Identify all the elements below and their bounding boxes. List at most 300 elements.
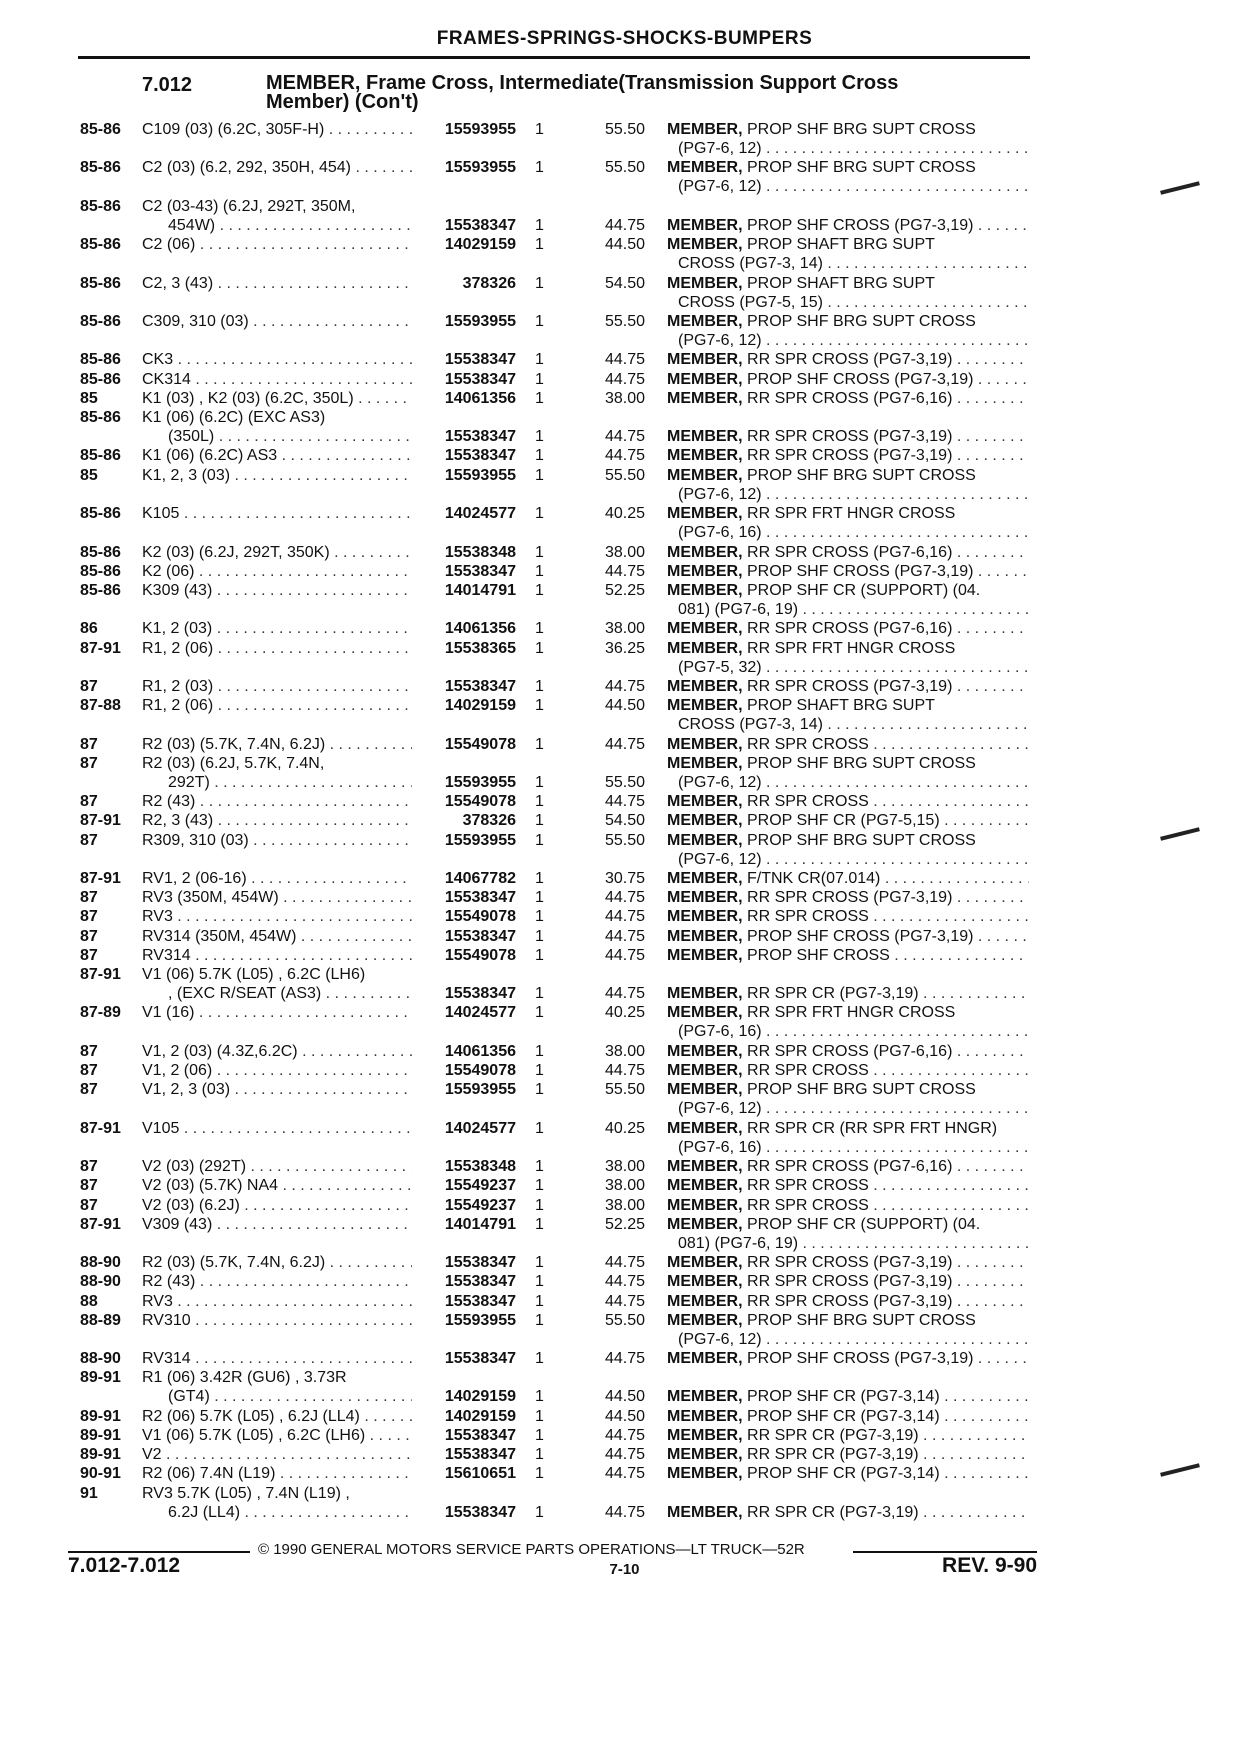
table-row (0, 1426, 1249, 1445)
part-description (667, 350, 1029, 369)
model-year: 87-89 (80, 1004, 121, 1021)
quantity: 1 (535, 620, 544, 637)
part-description (667, 754, 1029, 773)
part-description-cont: (PG7-6, 12) . . . (678, 177, 1029, 196)
model-code: K309 (43) . . . (142, 581, 412, 600)
description-text: RR SPR FRT HNGR CROSS (742, 640, 956, 657)
table-row (0, 696, 1249, 734)
quantity: 1 (535, 1004, 544, 1021)
model-code: RV1, 2 (06-16) . . . (142, 869, 412, 888)
model-year: 89-91 (80, 1446, 121, 1463)
part-description (667, 792, 1029, 811)
model-year: 87 (80, 736, 98, 753)
table-row (0, 370, 1249, 389)
table-row (0, 543, 1249, 562)
model-year: 87 (80, 889, 98, 906)
description-lead: MEMBER, (667, 620, 743, 637)
description-text: PROP SHF CR (PG7-3,14) (742, 1408, 940, 1425)
part-number: 15538347 (444, 351, 516, 368)
table-row (0, 1484, 1249, 1522)
model-year: 87 (80, 755, 98, 772)
quantity: 1 (535, 390, 544, 407)
description-lead: MEMBER, (667, 1004, 743, 1021)
part-description (667, 427, 1029, 446)
quantity: 1 (535, 812, 544, 829)
model-code: K1 (06) (6.2C) (EXC AS3) (142, 409, 326, 426)
description-text: PROP SHF BRG SUPT CROSS (742, 832, 976, 849)
description-lead: MEMBER, (667, 640, 743, 657)
table-row (0, 754, 1249, 792)
model-year: 90-91 (80, 1465, 121, 1482)
table-row (0, 869, 1249, 888)
part-description-cont: (PG7-6, 12) . . . (678, 1099, 1029, 1118)
table-row (0, 1253, 1249, 1272)
description-text: PROP SHF CR (PG7-3,14) (742, 1388, 940, 1405)
model-year: 89-91 (80, 1408, 121, 1425)
description-text: RR SPR CR (PG7-3,19) (742, 985, 919, 1002)
table-row (0, 1119, 1249, 1157)
description-lead: MEMBER, (667, 313, 743, 330)
unit-price: 44.75 (604, 908, 645, 925)
part-number: 15538348 (444, 544, 516, 561)
part-number: 14061356 (444, 390, 516, 407)
quantity: 1 (535, 544, 544, 561)
description-lead: MEMBER, (667, 870, 743, 887)
part-number: 15538347 (444, 1350, 516, 1367)
quantity: 1 (535, 928, 544, 945)
part-number: 15593955 (444, 467, 516, 484)
model-code: R2 (43) . . . (142, 792, 412, 811)
unit-price: 38.00 (604, 390, 645, 407)
footer-revision: REV. 9-90 (942, 1554, 1037, 1577)
quantity: 1 (535, 582, 544, 599)
part-number: 14024577 (444, 1004, 516, 1021)
part-description (667, 888, 1029, 907)
model-code: V1, 2, 3 (03) . . . (142, 1080, 412, 1099)
table-row (0, 1445, 1249, 1464)
quantity: 1 (535, 505, 544, 522)
unit-price: 54.50 (604, 812, 645, 829)
model-code: C2 (03) (6.2, 292, 350H, 454) . . . (142, 158, 412, 177)
part-number: 14067782 (444, 870, 516, 887)
model-year: 85-86 (80, 159, 121, 176)
unit-price: 55.50 (604, 832, 645, 849)
model-code: C2, 3 (43) . . . (142, 274, 412, 293)
description-text: PROP SHF BRG SUPT CROSS (742, 1081, 976, 1098)
part-description (667, 1042, 1029, 1061)
model-code: R2 (06) 7.4N (L19) . . . (142, 1464, 412, 1483)
quantity: 1 (535, 1081, 544, 1098)
unit-price: 52.25 (604, 1216, 645, 1233)
description-text: RR SPR CROSS (PG7-3,19) (742, 1293, 953, 1310)
model-year: 87 (80, 1197, 98, 1214)
unit-price: 44.75 (604, 447, 645, 464)
description-text: RR SPR CROSS (PG7-6,16) (742, 620, 953, 637)
description-lead: MEMBER, (667, 563, 743, 580)
quantity: 1 (535, 217, 544, 234)
part-number: 14029159 (444, 697, 516, 714)
part-number: 15538347 (444, 217, 516, 234)
description-lead: MEMBER, (667, 217, 743, 234)
table-row (0, 831, 1249, 869)
description-text: PROP SHF CR (PG7-3,14) (742, 1465, 940, 1482)
quantity: 1 (535, 1043, 544, 1060)
part-number: 14029159 (444, 1408, 516, 1425)
quantity: 1 (535, 889, 544, 906)
part-description-cont: (PG7-6, 16) . . . (678, 1138, 1029, 1157)
description-text: RR SPR CR (PG7-3,19) (742, 1446, 919, 1463)
table-row (0, 792, 1249, 811)
model-code: CK3 . . . (142, 350, 412, 369)
unit-price: 38.00 (604, 1177, 645, 1194)
model-year: 87 (80, 832, 98, 849)
model-code-cont: , (EXC R/SEAT (AS3) . . . (168, 984, 412, 1003)
part-number: 15538365 (444, 640, 516, 657)
model-year: 87 (80, 1043, 98, 1060)
table-row (0, 619, 1249, 638)
unit-price: 44.75 (604, 1350, 645, 1367)
model-code: RV314 . . . (142, 946, 412, 965)
description-lead: MEMBER, (667, 755, 743, 772)
description-text: RR SPR CROSS (PG7-6,16) (742, 1043, 953, 1060)
quantity: 1 (535, 563, 544, 580)
unit-price: 55.50 (604, 121, 645, 138)
model-year: 89-91 (80, 1427, 121, 1444)
section-number: 7.012 (142, 74, 193, 96)
unit-price: 44.75 (604, 678, 645, 695)
part-description (667, 1196, 1029, 1215)
part-description (667, 466, 1029, 485)
part-number: 15549078 (444, 1062, 516, 1079)
part-number: 15538347 (444, 1446, 516, 1463)
model-code: V1 (16) . . . (142, 1003, 412, 1022)
table-row (0, 946, 1249, 965)
description-text: RR SPR CROSS (PG7-3,19) (742, 447, 953, 464)
part-number: 15549237 (444, 1177, 516, 1194)
description-text: RR SPR FRT HNGR CROSS (742, 505, 956, 522)
model-code: K1 (06) (6.2C) AS3 . . . (142, 446, 412, 465)
part-description (667, 1503, 1029, 1522)
model-code: V309 (43) . . . (142, 1215, 412, 1234)
table-row (0, 639, 1249, 677)
description-text: RR SPR CROSS (PG7-3,19) (742, 1273, 953, 1290)
description-lead: MEMBER, (667, 505, 743, 522)
model-year: 87 (80, 793, 98, 810)
description-lead: MEMBER, (667, 390, 743, 407)
unit-price: 44.75 (604, 1504, 645, 1521)
part-description-cont: (PG7-6, 12) . . . (678, 331, 1029, 350)
description-lead: MEMBER, (667, 812, 743, 829)
description-lead: MEMBER, (667, 582, 743, 599)
unit-price: 44.75 (604, 1427, 645, 1444)
table-row (0, 446, 1249, 465)
header-rule (78, 56, 1030, 59)
model-code: RV3 . . . (142, 1292, 412, 1311)
table-row (0, 888, 1249, 907)
model-code: RV3 (350M, 454W) . . . (142, 888, 412, 907)
description-text: PROP SHF BRG SUPT CROSS (742, 755, 976, 772)
table-row (0, 197, 1249, 235)
unit-price: 44.75 (604, 1273, 645, 1290)
model-year: 87 (80, 947, 98, 964)
description-text: RR SPR CROSS (PG7-3,19) (742, 1254, 953, 1271)
unit-price: 55.50 (604, 467, 645, 484)
part-number: 378326 (462, 275, 516, 292)
description-text: RR SPR CROSS (742, 793, 869, 810)
model-code: R309, 310 (03) . . . (142, 831, 412, 850)
table-row (0, 158, 1249, 196)
part-description (667, 543, 1029, 562)
description-lead: MEMBER, (667, 1120, 743, 1137)
table-row (0, 235, 1249, 273)
part-number: 15538347 (444, 371, 516, 388)
model-year: 87 (80, 908, 98, 925)
description-text: RR SPR CR (PG7-3,19) (742, 1504, 919, 1521)
description-text: PROP SHF CROSS (PG7-3,19) (742, 217, 974, 234)
part-description (667, 984, 1029, 1003)
model-code: V1 (06) 5.7K (L05) , 6.2C (LH6) (142, 966, 366, 983)
quantity: 1 (535, 447, 544, 464)
quantity: 1 (535, 1158, 544, 1175)
description-lead: MEMBER, (667, 1408, 743, 1425)
description-lead: MEMBER, (667, 1062, 743, 1079)
part-number: 15593955 (444, 121, 516, 138)
table-row (0, 1003, 1249, 1041)
part-description (667, 1215, 1029, 1234)
quantity: 1 (535, 1408, 544, 1425)
part-description (667, 1311, 1029, 1330)
description-lead: MEMBER, (667, 121, 743, 138)
part-number: 14014791 (444, 582, 516, 599)
unit-price: 38.00 (604, 1158, 645, 1175)
part-number: 15538347 (444, 428, 516, 445)
quantity: 1 (535, 1120, 544, 1137)
part-description-cont: (PG7-6, 16) . . . (678, 523, 1029, 542)
model-code-cont: 454W) . . . (168, 216, 412, 235)
model-code: K1, 2, 3 (03) . . . (142, 466, 412, 485)
model-year: 85-86 (80, 505, 121, 522)
part-number: 15549237 (444, 1197, 516, 1214)
table-row (0, 965, 1249, 1003)
model-code: V1, 2 (06) . . . (142, 1061, 412, 1080)
description-text: PROP SHF BRG SUPT CROSS (742, 467, 976, 484)
description-text: RR SPR CROSS (742, 1177, 869, 1194)
model-code: R1, 2 (06) . . . (142, 696, 412, 715)
table-row (0, 1272, 1249, 1291)
description-text: RR SPR CROSS (742, 908, 869, 925)
description-lead: MEMBER, (667, 1273, 743, 1290)
unit-price: 44.75 (604, 1293, 645, 1310)
part-description (667, 312, 1029, 331)
model-code: V1, 2 (03) (4.3Z,6.2C) . . . (142, 1042, 412, 1061)
model-code: V2 (03) (5.7K) NA4 . . . (142, 1176, 412, 1195)
description-lead: MEMBER, (667, 793, 743, 810)
unit-price: 55.50 (604, 1081, 645, 1098)
unit-price: 40.25 (604, 1004, 645, 1021)
description-lead: MEMBER, (667, 1465, 743, 1482)
model-year: 87-91 (80, 812, 121, 829)
model-year: 87-91 (80, 966, 121, 983)
model-code: R2 (03) (5.7K, 7.4N, 6.2J) . . . (142, 1253, 412, 1272)
description-text: RR SPR CROSS (742, 1062, 869, 1079)
part-description (667, 1292, 1029, 1311)
part-description (667, 581, 1029, 600)
quantity: 1 (535, 1254, 544, 1271)
part-description (667, 562, 1029, 581)
model-year: 85-86 (80, 544, 121, 561)
model-year: 88-90 (80, 1350, 121, 1367)
description-text: PROP SHAFT BRG SUPT (742, 275, 935, 292)
model-year: 88 (80, 1293, 98, 1310)
part-number: 14029159 (444, 236, 516, 253)
description-text: RR SPR CROSS (PG7-3,19) (742, 678, 953, 695)
part-number: 14024577 (444, 505, 516, 522)
quantity: 1 (535, 467, 544, 484)
part-number: 15593955 (444, 313, 516, 330)
description-lead: MEMBER, (667, 1504, 743, 1521)
unit-price: 55.50 (604, 774, 645, 791)
description-lead: MEMBER, (667, 1216, 743, 1233)
model-year: 85-86 (80, 275, 121, 292)
table-row (0, 907, 1249, 926)
model-code: K1, 2 (03) . . . (142, 619, 412, 638)
model-year: 85-86 (80, 447, 121, 464)
description-text: RR SPR CROSS (PG7-6,16) (742, 1158, 953, 1175)
footer-section-range: 7.012-7.012 (68, 1554, 181, 1577)
part-number: 14024577 (444, 1120, 516, 1137)
table-row (0, 811, 1249, 830)
part-description-cont: (PG7-6, 12) . . . (678, 773, 1029, 792)
description-text: PROP SHF BRG SUPT CROSS (742, 121, 976, 138)
section-title-line1: MEMBER, Frame Cross, Intermediate(Transmission Support Cross (266, 72, 899, 94)
part-description (667, 1003, 1029, 1022)
part-description (667, 235, 1029, 254)
description-lead: MEMBER, (667, 1293, 743, 1310)
part-description (667, 389, 1029, 408)
quantity: 1 (535, 1427, 544, 1444)
description-lead: MEMBER, (667, 275, 743, 292)
model-year: 91 (80, 1485, 98, 1502)
part-number: 15538347 (444, 1293, 516, 1310)
unit-price: 55.50 (604, 313, 645, 330)
model-code-cont: 292T) . . . (168, 773, 412, 792)
quantity: 1 (535, 371, 544, 388)
quantity: 1 (535, 1504, 544, 1521)
description-lead: MEMBER, (667, 1350, 743, 1367)
quantity: 1 (535, 1062, 544, 1079)
quantity: 1 (535, 947, 544, 964)
description-text: PROP SHF CR (SUPPORT) (04. (742, 582, 981, 599)
model-code: K2 (03) (6.2J, 292T, 350K) . . . (142, 543, 412, 562)
description-lead: MEMBER, (667, 1312, 743, 1329)
description-lead: MEMBER, (667, 1158, 743, 1175)
quantity: 1 (535, 1177, 544, 1194)
unit-price: 38.00 (604, 1043, 645, 1060)
part-description (667, 158, 1029, 177)
page-title: FRAMES-SPRINGS-SHOCKS-BUMPERS (436, 28, 813, 49)
unit-price: 44.75 (604, 985, 645, 1002)
model-code: R2 (03) (6.2J, 5.7K, 7.4N, (142, 755, 325, 772)
part-description (667, 370, 1029, 389)
part-description (667, 120, 1029, 139)
quantity: 1 (535, 1216, 544, 1233)
part-description (667, 446, 1029, 465)
unit-price: 44.50 (604, 697, 645, 714)
part-description (667, 1445, 1029, 1464)
description-lead: MEMBER, (667, 889, 743, 906)
model-year: 87 (80, 1081, 98, 1098)
part-description (667, 1176, 1029, 1195)
table-row (0, 677, 1249, 696)
model-year: 87-91 (80, 870, 121, 887)
part-description-cont: 081) (PG7-6, 19) . . . (678, 1234, 1029, 1253)
model-year: 88-90 (80, 1273, 121, 1290)
part-number: 14061356 (444, 620, 516, 637)
model-code: V2 (03) (292T) . . . (142, 1157, 412, 1176)
model-code-cont: 6.2J (LL4) . . . (168, 1503, 412, 1522)
part-description-cont: (PG7-6, 16) . . . (678, 1022, 1029, 1041)
part-description (667, 946, 1029, 965)
description-lead: MEMBER, (667, 447, 743, 464)
table-row (0, 1292, 1249, 1311)
description-lead: MEMBER, (667, 928, 743, 945)
part-number: 15538347 (444, 1504, 516, 1521)
part-description-cont: (PG7-6, 12) . . . (678, 485, 1029, 504)
table-row (0, 274, 1249, 312)
part-description (667, 831, 1029, 850)
unit-price: 40.25 (604, 505, 645, 522)
table-row (0, 581, 1249, 619)
table-row (0, 389, 1249, 408)
table-row (0, 1215, 1249, 1253)
model-year: 87-91 (80, 1216, 121, 1233)
part-number: 15549078 (444, 947, 516, 964)
model-code-cont: (GT4) . . . (168, 1387, 412, 1406)
section-title (266, 74, 1026, 112)
footer-rule-left (68, 1551, 250, 1553)
description-lead: MEMBER, (667, 1388, 743, 1405)
quantity: 1 (535, 1273, 544, 1290)
quantity: 1 (535, 1293, 544, 1310)
unit-price: 55.50 (604, 159, 645, 176)
description-lead: MEMBER, (667, 697, 743, 714)
unit-price: 36.25 (604, 640, 645, 657)
table-row (0, 1464, 1249, 1483)
part-number: 15593955 (444, 774, 516, 791)
description-text: RR SPR CROSS (742, 736, 869, 753)
unit-price: 52.25 (604, 582, 645, 599)
table-row (0, 927, 1249, 946)
description-lead: MEMBER, (667, 351, 743, 368)
part-number: 15538347 (444, 1273, 516, 1290)
model-year: 87 (80, 1177, 98, 1194)
quantity: 1 (535, 1465, 544, 1482)
quantity: 1 (535, 985, 544, 1002)
model-year: 85-86 (80, 198, 121, 215)
unit-price: 44.50 (604, 1388, 645, 1405)
part-description-cont: (PG7-6, 12) . . . (678, 139, 1029, 158)
part-number: 15538347 (444, 1254, 516, 1271)
table-row (0, 1080, 1249, 1118)
table-row (0, 1176, 1249, 1195)
model-code: C109 (03) (6.2C, 305F-H) . . . (142, 120, 412, 139)
model-year: 85-86 (80, 563, 121, 580)
description-lead: MEMBER, (667, 1254, 743, 1271)
part-number: 15538347 (444, 985, 516, 1002)
part-number: 15593955 (444, 832, 516, 849)
table-row (0, 1042, 1249, 1061)
description-text: PROP SHF BRG SUPT CROSS (742, 159, 976, 176)
